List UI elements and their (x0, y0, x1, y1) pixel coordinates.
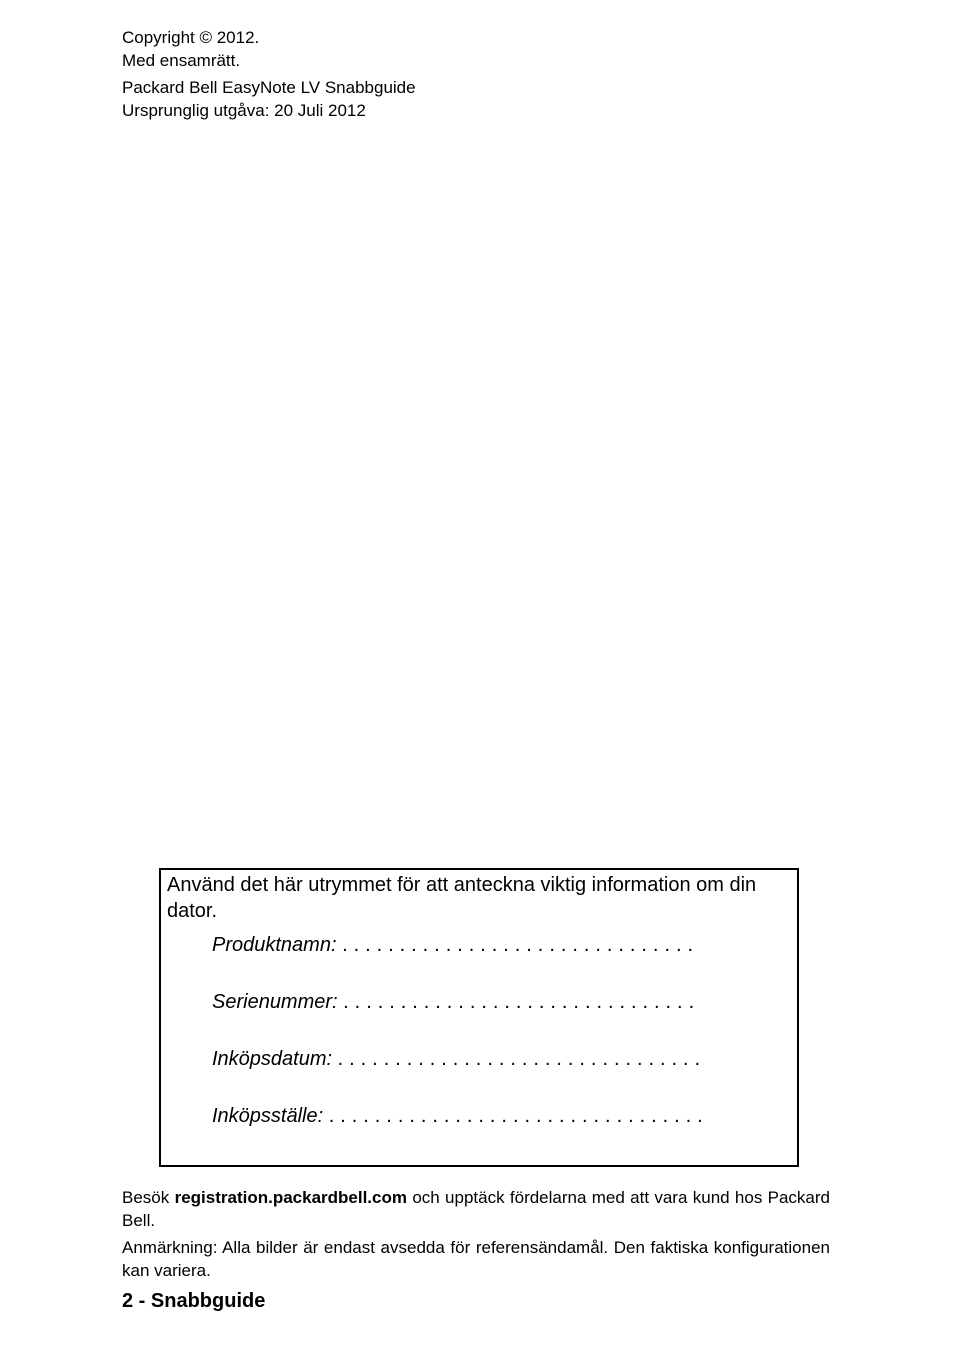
field-dots: . . . . . . . . . . . . . . . . . . . . . . . . . . . . . . . (343, 991, 695, 1013)
note-paragraph: Anmärkning: Alla bilder är endast avsedda för referensändamål. Den faktiska konfigurationen kan variera. (122, 1238, 830, 1280)
edition-line: Ursprunglig utgåva: 20 Juli 2012 (122, 101, 366, 120)
field-purchase-place (212, 1105, 703, 1128)
notes-box (159, 868, 799, 1167)
field-label: Produktnamn: (212, 934, 337, 956)
field-dots: . . . . . . . . . . . . . . . . . . . . . . . . . . . . . . . . (337, 1048, 701, 1070)
field-dots: . . . . . . . . . . . . . . . . . . . . . . . . . . . . . . . (342, 934, 694, 956)
field-label: Inköpsställe: (212, 1105, 324, 1127)
registration-link[interactable]: registration.packardbell.com (174, 1188, 407, 1207)
guide-title: Packard Bell EasyNote LV Snabbguide (122, 78, 416, 97)
page-footer: 2 - Snabbguide (122, 1290, 266, 1312)
field-label: Inköpsdatum: (212, 1048, 333, 1070)
field-label: Serienummer: (212, 991, 338, 1013)
copyright-header (122, 26, 416, 122)
registration-paragraph (122, 1186, 830, 1232)
rights-line: Med ensamrätt. (122, 51, 241, 70)
registration-suffix: och upptäck fördelarna med att vara kund hos Packard Bell. (122, 1188, 831, 1230)
field-dots: . . . . . . . . . . . . . . . . . . . . . . . . . . . . . . . . . (328, 1105, 703, 1127)
notes-intro: Använd det här utrymmet för att anteckna viktig information om din dator. (167, 874, 757, 922)
field-product-name (212, 934, 693, 957)
field-purchase-date (212, 1048, 700, 1071)
copyright-line: Copyright © 2012. (122, 28, 260, 47)
registration-prefix: Besök (122, 1188, 170, 1207)
field-serial-number (212, 991, 694, 1014)
